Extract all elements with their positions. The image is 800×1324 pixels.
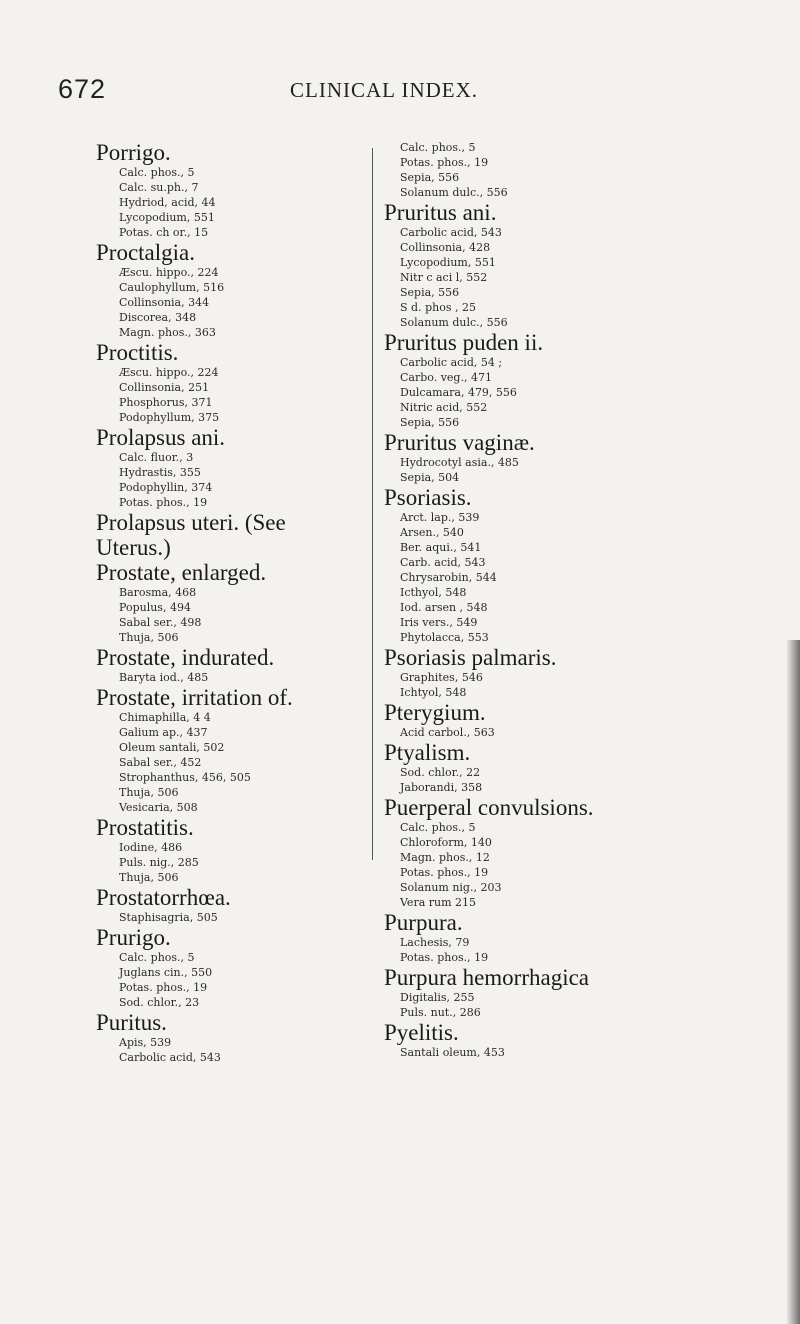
entry-heading: Prostatorrhœa. — [96, 885, 231, 910]
remedy-reference: Collinsonia, 428 — [400, 241, 491, 254]
remedy-reference: S d. phos , 25 — [400, 301, 476, 314]
remedy-reference: Digitalis, 255 — [400, 991, 475, 1004]
remedy-reference: Calc. phos., 5 — [119, 166, 195, 179]
remedy-reference: Vesicaria, 508 — [119, 801, 198, 814]
remedy-reference: Lachesis, 79 — [400, 936, 470, 949]
remedy-reference: Æscu. hippo., 224 — [119, 266, 219, 279]
remedy-reference: Potas. phos., 19 — [400, 156, 489, 169]
remedy-reference: Acid carbol., 563 — [400, 726, 495, 739]
remedy-reference: Puls. nut., 286 — [400, 1006, 481, 1019]
index-entry — [96, 685, 366, 815]
entry-heading: Pterygium. — [384, 700, 486, 725]
remedy-reference: Calc. phos., 5 — [400, 821, 476, 834]
remedy-reference: Staphisagria, 505 — [119, 911, 218, 924]
entry-heading: Prolapsus ani. — [96, 425, 226, 450]
remedy-reference: Nitr c aci l, 552 — [400, 271, 488, 284]
index-entry — [96, 340, 366, 425]
remedy-reference: Sepia, 556 — [400, 171, 460, 184]
index-entry — [96, 510, 366, 535]
remedy-reference: Thuja, 506 — [119, 786, 179, 799]
entry-heading: Pyelitis. — [384, 1020, 459, 1045]
index-entry — [384, 430, 704, 485]
remedy-reference: Thuja, 506 — [119, 871, 179, 884]
index-entry — [96, 1010, 366, 1065]
remedy-reference: Carbolic acid, 54 ; — [400, 356, 503, 369]
remedy-reference: Podophyllum, 375 — [119, 411, 220, 424]
remedy-reference: Potas. phos., 19 — [119, 496, 208, 509]
remedy-reference: Sabal ser., 452 — [119, 756, 202, 769]
remedy-reference: Thuja, 506 — [119, 631, 179, 644]
remedy-reference: Iod. arsen , 548 — [400, 601, 488, 614]
index-entry — [96, 885, 366, 925]
remedy-reference: Phytolacca, 553 — [400, 631, 489, 644]
remedy-reference: Phosphorus, 371 — [119, 396, 213, 409]
remedy-reference: Potas. phos., 19 — [119, 981, 208, 994]
index-entry — [96, 535, 366, 560]
remedy-reference: Hydrastis, 355 — [119, 466, 201, 479]
remedy-reference: Graphites, 546 — [400, 671, 483, 684]
entry-heading: Prurigo. — [96, 925, 171, 950]
remedy-reference: Carbolic acid, 543 — [119, 1051, 221, 1064]
remedy-reference: Collinsonia, 251 — [119, 381, 210, 394]
entry-heading: Porrigo. — [96, 140, 171, 165]
entry-heading: Pruritus vaginæ. — [384, 430, 535, 455]
remedy-reference: Puls. nig., 285 — [119, 856, 199, 869]
remedy-reference: Dulcamara, 479, 556 — [400, 386, 517, 399]
remedy-reference: Sod. chlor., 22 — [400, 766, 481, 779]
remedy-reference: Strophanthus, 456, 505 — [119, 771, 251, 784]
index-entry — [384, 485, 704, 645]
remedy-reference: Ber. aqui., 541 — [400, 541, 482, 554]
remedy-reference: Potas. ch or., 15 — [119, 226, 209, 239]
index-entry — [384, 200, 704, 330]
remedy-reference: Hydriod, acid, 44 — [119, 196, 216, 209]
remedy-reference: Caulophyllum, 516 — [119, 281, 225, 294]
index-entry — [384, 1020, 704, 1060]
entry-heading: Prostatitis. — [96, 815, 194, 840]
running-title: CLINICAL INDEX. — [290, 78, 479, 102]
index-entry — [96, 140, 366, 240]
index-entry — [384, 645, 704, 700]
remedy-reference: Juglans cin., 550 — [119, 966, 213, 979]
remedy-reference: Potas. phos., 19 — [400, 866, 489, 879]
index-entry — [384, 700, 704, 740]
entry-heading: Ptyalism. — [384, 740, 471, 765]
index-entry — [96, 560, 366, 645]
remedy-reference: Sod. chlor., 23 — [119, 996, 200, 1009]
page-edge-shadow — [786, 640, 800, 1324]
remedy-reference: Potas. phos., 19 — [400, 951, 489, 964]
remedy-reference: Sepia, 504 — [400, 471, 460, 484]
remedy-reference: Æscu. hippo., 224 — [119, 366, 219, 379]
entry-heading: Puerperal convulsions. — [384, 795, 594, 820]
page-number: 672 — [58, 74, 107, 104]
remedy-reference: Sabal ser., 498 — [119, 616, 202, 629]
entry-heading: Prolapsus uteri. (See — [96, 510, 286, 535]
entry-heading: Puritus. — [96, 1010, 167, 1035]
remedy-reference: Galium ap., 437 — [119, 726, 208, 739]
entry-heading: Psoriasis. — [384, 485, 472, 510]
remedy-reference: Carbo. veg., 471 — [400, 371, 492, 384]
remedy-reference: Populus, 494 — [119, 601, 191, 614]
remedy-reference: Lycopodium, 551 — [400, 256, 496, 269]
remedy-reference: Hydrocotyl asia., 485 — [400, 456, 519, 469]
remedy-reference: Arct. lap., 539 — [400, 511, 480, 524]
index-entry — [384, 795, 704, 910]
entry-heading: Pruritus ani. — [384, 200, 497, 225]
remedy-reference: Magn. phos., 12 — [400, 851, 490, 864]
entry-heading: Purpura hemorrhagica — [384, 965, 590, 990]
remedy-reference: Barosma, 468 — [119, 586, 197, 599]
page-header — [58, 74, 748, 114]
remedy-reference: Solanum nig., 203 — [400, 881, 502, 894]
remedy-reference: Iris vers., 549 — [400, 616, 478, 629]
entry-heading: Pruritus puden ii. — [384, 330, 544, 355]
entry-heading: Uterus.) — [96, 535, 171, 560]
remedy-reference: Discorea, 348 — [119, 311, 197, 324]
index-entry — [384, 910, 704, 965]
remedy-reference: Iodine, 486 — [119, 841, 183, 854]
remedy-reference: Lycopodium, 551 — [119, 211, 215, 224]
index-entry — [96, 815, 366, 885]
entry-heading: Proctitis. — [96, 340, 179, 365]
remedy-reference: Podophyllin, 374 — [119, 481, 213, 494]
entry-heading: Prostate, irritation of. — [96, 685, 293, 710]
index-entry — [96, 425, 366, 510]
right-column — [384, 140, 704, 1060]
remedy-reference: Oleum santali, 502 — [119, 741, 225, 754]
remedy-reference: Solanum dulc., 556 — [400, 186, 508, 199]
entry-heading: Prostate, indurated. — [96, 645, 275, 670]
remedy-reference: Collinsonia, 344 — [119, 296, 210, 309]
remedy-reference: Icthyol, 548 — [400, 586, 467, 599]
remedy-reference: Calc. su.ph., 7 — [119, 181, 199, 194]
remedy-reference: Chimaphilla, 4 4 — [119, 711, 211, 724]
remedy-reference: Calc. fluor., 3 — [119, 451, 194, 464]
index-entry — [96, 645, 366, 685]
remedy-reference: Solanum dulc., 556 — [400, 316, 508, 329]
remedy-reference: Sepia, 556 — [400, 416, 460, 429]
remedy-reference: Ichtyol, 548 — [400, 686, 467, 699]
remedy-reference: Carb. acid, 543 — [400, 556, 486, 569]
entry-heading: Proctalgia. — [96, 240, 195, 265]
remedy-reference: Vera rum 215 — [400, 896, 477, 909]
index-entry — [384, 140, 704, 200]
remedy-reference: Apis, 539 — [119, 1036, 172, 1049]
remedy-reference: Baryta iod., 485 — [119, 671, 209, 684]
column-divider — [372, 148, 373, 860]
remedy-reference: Arsen., 540 — [400, 526, 464, 539]
index-entry — [384, 740, 704, 795]
entry-heading: Psoriasis palmaris. — [384, 645, 557, 670]
remedy-reference: Chrysarobin, 544 — [400, 571, 497, 584]
index-entry — [96, 925, 366, 1010]
index-entry — [384, 965, 704, 1020]
remedy-reference: Jaborandi, 358 — [400, 781, 483, 794]
index-entry — [96, 240, 366, 340]
remedy-reference: Sepia, 556 — [400, 286, 460, 299]
index-entry — [384, 330, 704, 430]
remedy-reference: Chloroform, 140 — [400, 836, 492, 849]
remedy-reference: Calc. phos., 5 — [400, 141, 476, 154]
left-column — [96, 140, 366, 1065]
entry-heading: Prostate, enlarged. — [96, 560, 267, 585]
remedy-reference: Nitric acid, 552 — [400, 401, 488, 414]
entry-heading: Purpura. — [384, 910, 463, 935]
remedy-reference: Magn. phos., 363 — [119, 326, 216, 339]
remedy-reference: Santali oleum, 453 — [400, 1046, 505, 1059]
remedy-reference: Carbolic acid, 543 — [400, 226, 502, 239]
remedy-reference: Calc. phos., 5 — [119, 951, 195, 964]
